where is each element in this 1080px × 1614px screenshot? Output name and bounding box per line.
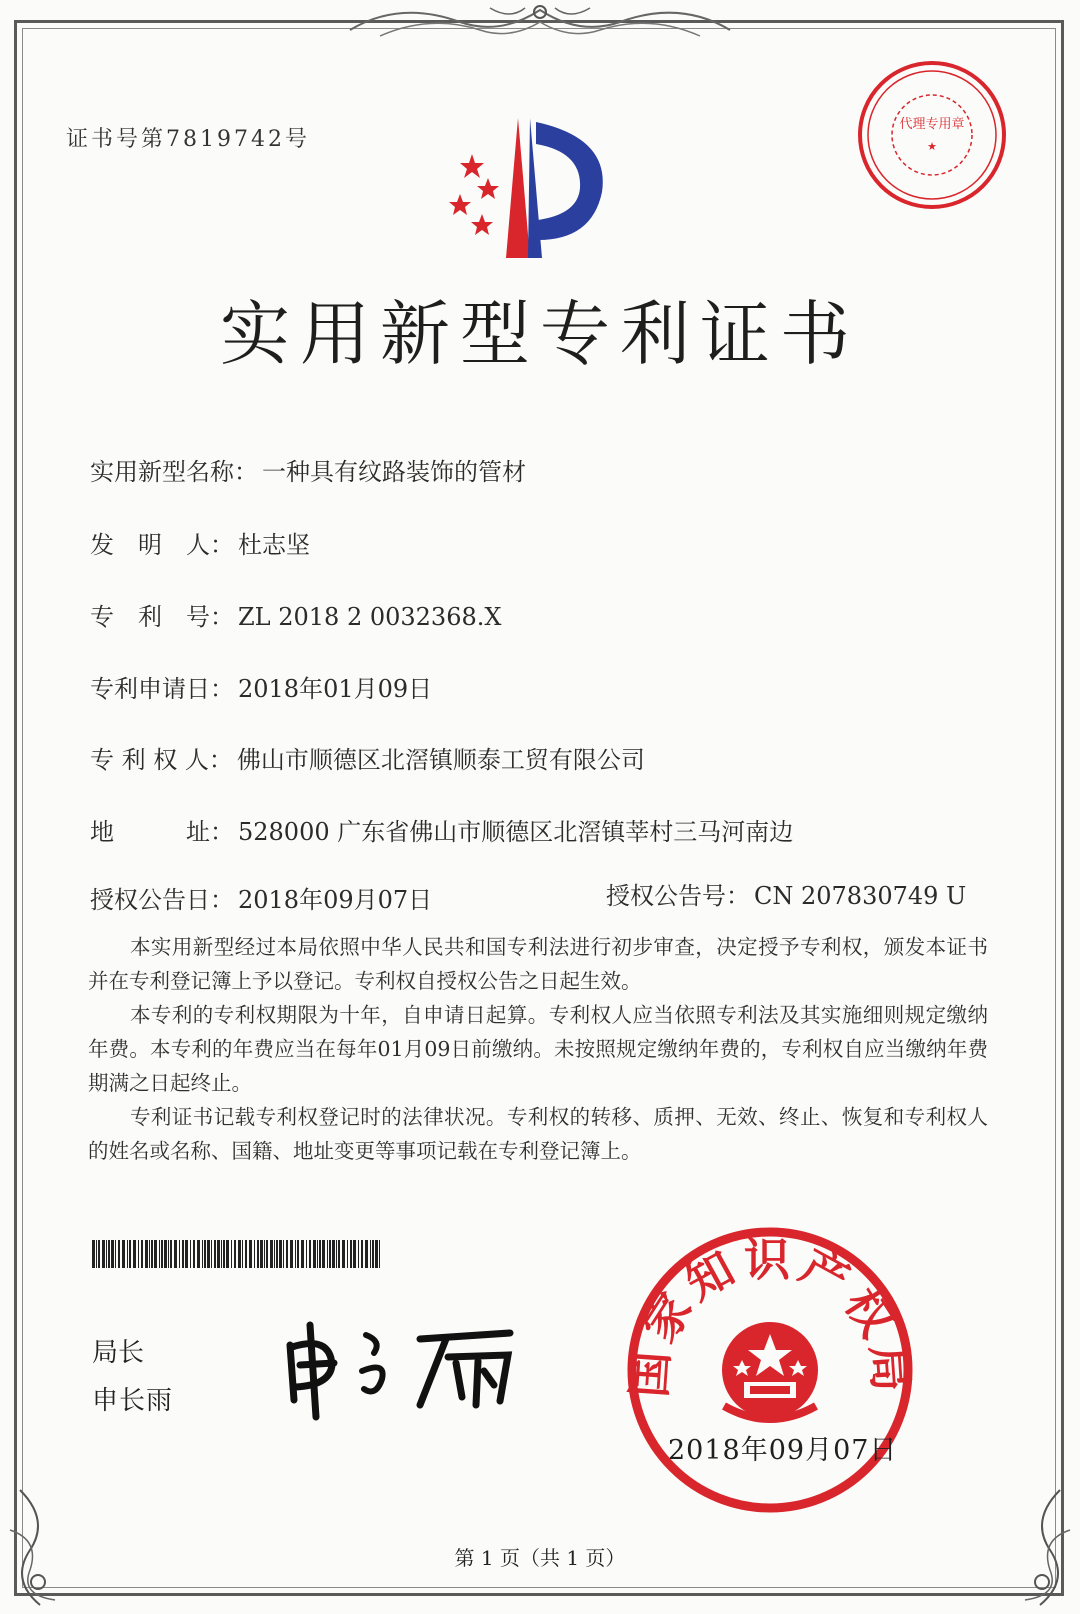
field-value: 佛山市顺德区北滘镇顺泰工贸有限公司 xyxy=(236,746,645,774)
field-label: 专 利 权 人： xyxy=(90,746,233,774)
field-address xyxy=(90,812,793,847)
field-label: 地 址： xyxy=(90,818,234,846)
field-label: 授权公告日： xyxy=(90,886,234,914)
field-model-name xyxy=(90,452,526,487)
field-label: 专 利 号： xyxy=(90,603,234,631)
patent-office-logo-icon xyxy=(430,108,620,268)
field-value: ZL 2018 2 0032368.X xyxy=(238,603,502,631)
svg-text:★: ★ xyxy=(927,140,937,153)
field-value: 2018年09月07日 xyxy=(238,886,433,914)
field-label: 实用新型名称： xyxy=(90,458,258,486)
office-seal-icon xyxy=(620,1220,920,1520)
field-label: 发 明 人： xyxy=(90,531,234,559)
director-name: 申长雨 xyxy=(92,1386,174,1416)
field-application-date xyxy=(90,669,432,704)
field-grant-date xyxy=(90,880,432,915)
body-paragraph: 本实用新型经过本局依照中华人民共和国专利法进行初步审查，决定授予专利权，颁发本证书并在专利登记簿上予以登记。专利权自授权公告之日起生效。 xyxy=(88,935,988,993)
certificate-body xyxy=(88,930,988,1168)
barcode-icon xyxy=(92,1240,385,1268)
top-ornament xyxy=(340,0,740,44)
seal-arc-text: 国家知识产权局 xyxy=(621,1232,919,1400)
field-label: 专利申请日： xyxy=(90,675,234,703)
document-title: 实用新型专利证书 xyxy=(220,293,860,375)
field-patentee xyxy=(90,740,645,775)
certificate-number: 证书号第7819742号 xyxy=(66,127,310,152)
director-signature-icon xyxy=(270,1305,540,1425)
field-value: 2018年01月09日 xyxy=(238,675,433,703)
field-value: CN 207830749 U xyxy=(754,882,967,910)
field-grant-number xyxy=(606,876,966,911)
field-label: 授权公告号： xyxy=(606,882,750,910)
field-value: 528000 广东省佛山市顺德区北滘镇莘村三马河南边 xyxy=(238,818,794,846)
agency-seal-icon xyxy=(855,58,1010,213)
body-paragraph: 专利证书记载专利权登记时的法律状况。专利权的转移、质押、无效、终止、恢复和专利权人的姓名或名称、国籍、地址变更等事项记载在专利登记簿上。 xyxy=(88,1105,988,1163)
page-number: 第 1 页（共 1 页） xyxy=(454,1546,626,1570)
field-inventor xyxy=(90,525,310,560)
director-title: 局长 xyxy=(92,1338,145,1368)
seal-date: 2018年09月07日 xyxy=(668,1435,898,1466)
field-value: 一种具有纹路装饰的管材 xyxy=(262,458,526,486)
field-patent-number xyxy=(90,597,501,632)
field-value: 杜志坚 xyxy=(238,531,310,559)
body-paragraph: 本专利的专利权期限为十年，自申请日起算。专利权人应当依照专利法及其实施细则规定缴纳年费。本专利的年费应当在每年01月09日前缴纳。未按照规定缴纳年费的，专利权自应当缴纳年费期满之日起终止。 xyxy=(88,1003,988,1095)
agency-seal-inner-text: 代理专用章 xyxy=(899,117,965,132)
